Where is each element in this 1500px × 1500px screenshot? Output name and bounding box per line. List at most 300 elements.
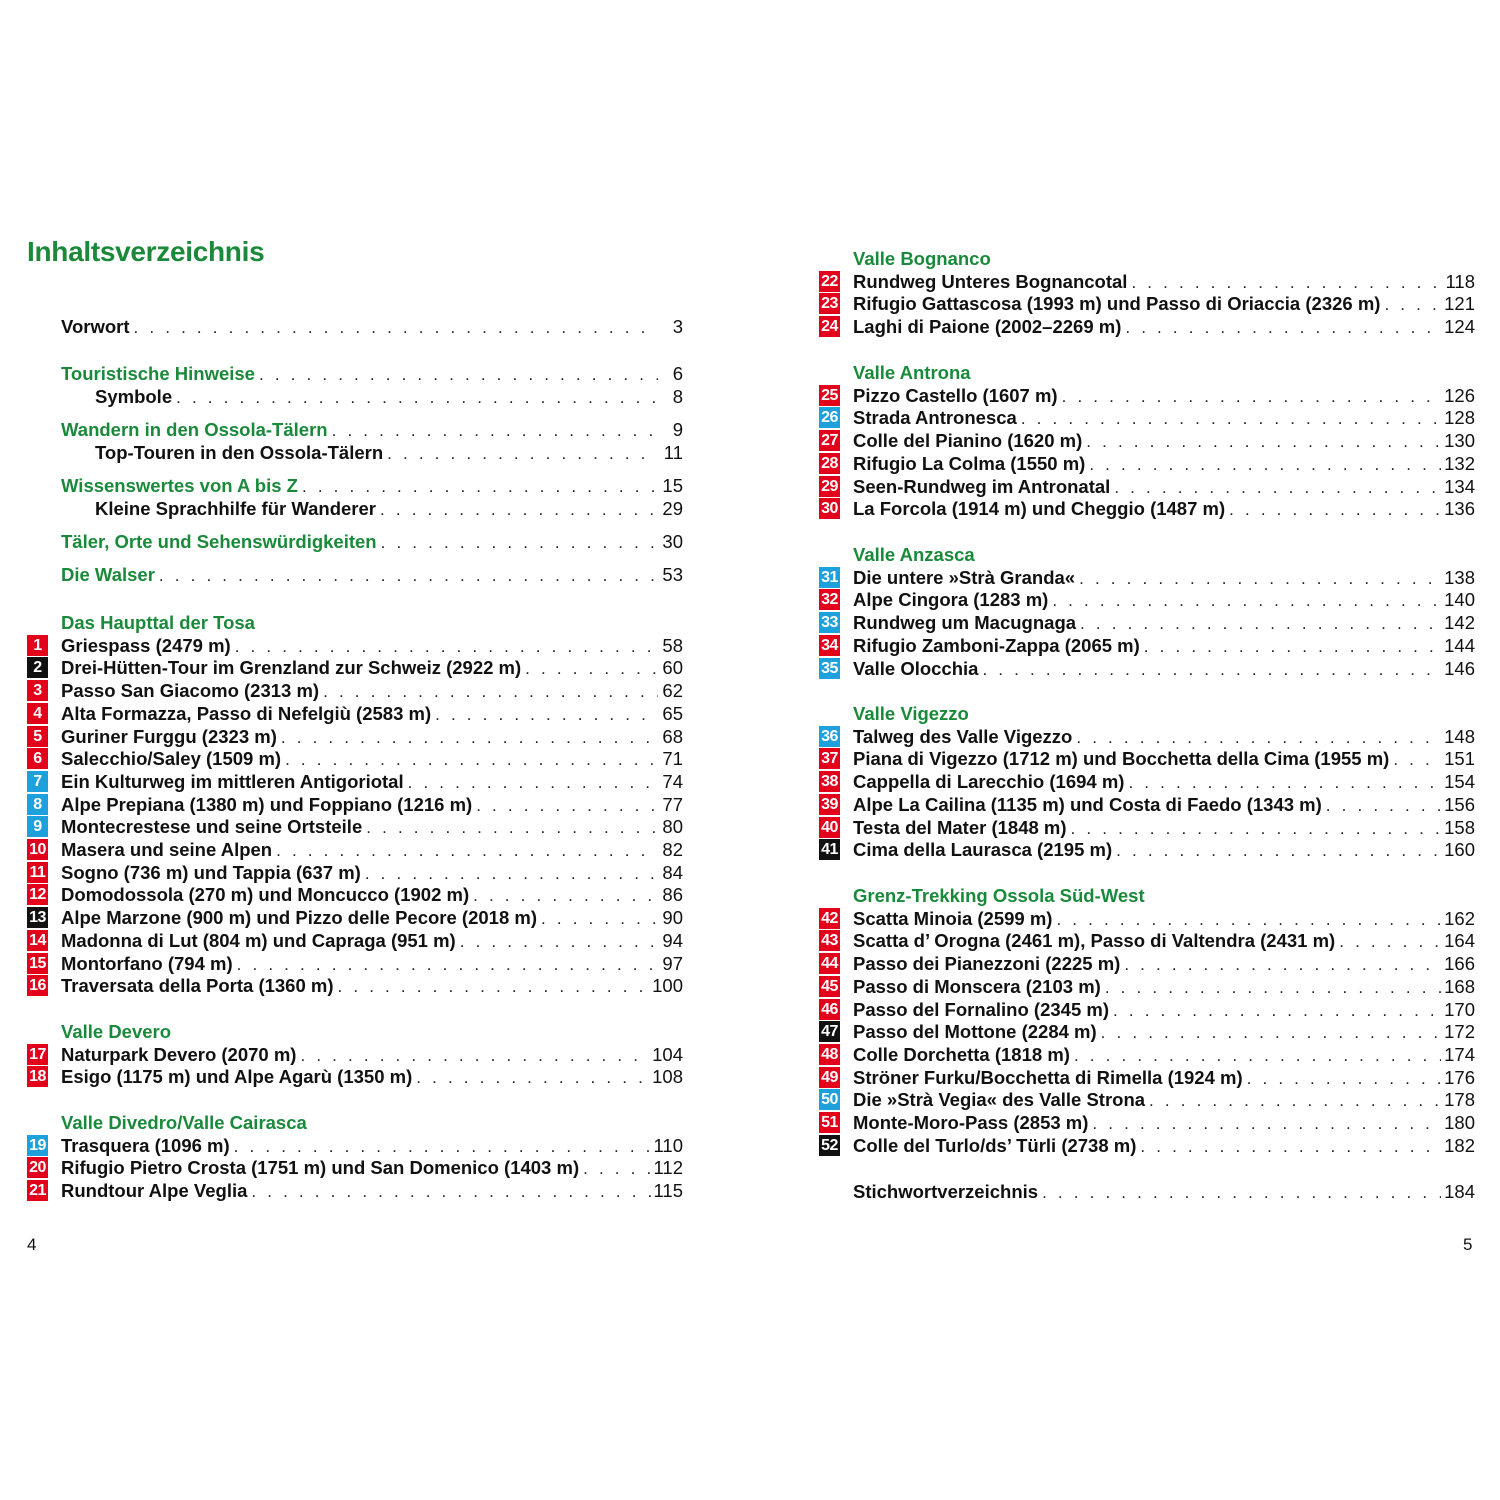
entry-page-number: 77 [662,793,683,815]
entry-title: Passo del Fornalino (2345 m) [853,998,1109,1020]
entry-page-number: 97 [662,952,683,974]
section-heading: Valle Vigezzo [853,703,969,724]
entry-title: Alpe Prepiana (1380 m) und Foppiano (1216 m) [61,793,473,815]
entry-page-number: 65 [662,702,683,724]
tour-number-badge: 49 [819,1067,840,1088]
leader-dots [259,363,658,386]
entry-title: Sogno (736 m) und Tappia (637 m) [61,861,361,883]
entry-title: Alpe Marzone (900 m) und Pizzo delle Pecore (2018 m) [61,907,537,929]
tour-number-badge: 3 [27,680,48,701]
entry-page-number: 86 [662,884,683,906]
tour-number-badge: 12 [27,884,48,905]
tour-number-badge: 19 [27,1135,48,1156]
tour-number-badge: 40 [819,817,840,838]
tour-entry[interactable] [61,861,683,884]
entry-page-number: 84 [662,861,683,883]
leader-dots [460,930,658,953]
entry-title: Trasquera (1096 m) [61,1134,230,1156]
leader-dots [323,680,658,703]
tour-number-badge: 28 [819,453,840,474]
leader-dots [285,748,658,771]
leader-dots [237,953,658,976]
section-heading: Grenz-Trekking Ossola Süd-West [853,885,1145,906]
tour-number-badge: 22 [819,271,840,292]
entry-page-number: 142 [1444,612,1475,634]
leader-dots [1092,1112,1441,1135]
leader-dots [1131,271,1442,294]
entry-page-number: 115 [653,1180,683,1202]
tour-number-badge: 47 [819,1021,840,1042]
entry-title: Rifugio Gattascosa (1993 m) und Passo di Oriaccia (2326 m) [853,293,1381,315]
tour-number-badge: 20 [27,1157,48,1178]
entry-page-number: 29 [662,498,683,519]
tour-number-badge: 36 [819,726,840,747]
entry-title: Vorwort [61,316,130,337]
tour-number-badge: 26 [819,407,840,428]
entry-page-number: 130 [1444,430,1475,452]
tour-number-badge: 25 [819,385,840,406]
tour-entry[interactable] [853,952,1475,975]
entry-title: Passo di Monscera (2103 m) [853,975,1101,997]
tour-number-badge: 29 [819,476,840,497]
entry-page-number: 180 [1444,1112,1475,1133]
entry-title: Die »Strà Vegia« des Valle Strona [853,1089,1146,1111]
tour-entry[interactable] [853,816,1475,839]
tour-number-badge: 11 [27,862,48,883]
entry-title: Cappella di Larecchio (1694 m) [853,771,1125,793]
tour-entry[interactable] [853,1111,1475,1134]
entry-page-number: 140 [1444,589,1475,611]
entry-page-number: 3 [672,316,683,337]
tour-number-badge: 27 [819,430,840,451]
tour-number-badge: 30 [819,498,840,519]
entry-page-number: 126 [1444,384,1475,406]
entry-page-number: 11 [663,442,683,463]
entry-page-number: 124 [1444,316,1475,338]
entry-page-number: 8 [672,386,683,407]
entry-title: Madonna di Lut (804 m) und Capraga (951 m) [61,929,456,951]
leader-dots [1144,635,1441,658]
leader-dots [380,498,658,521]
entry-title: Cima della Laurasca (2195 m) [853,839,1113,861]
tour-number-badge: 37 [819,748,840,769]
section-heading: Valle Bognanco [853,248,991,269]
entry-title: Kleine Sprachhilfe für Wanderer [95,498,376,519]
entry-title: Strada Antronesca [853,407,1017,429]
entry-title: Täler, Orte und Sehenswürdigkeiten [61,531,377,552]
tour-entry[interactable] [61,793,683,816]
section-heading: Valle Antrona [853,362,971,383]
entry-page-number: 121 [1444,293,1475,315]
section-heading: Valle Devero [61,1021,172,1042]
leader-dots [1086,430,1441,453]
entry-title: Passo dei Pianezzoni (2225 m) [853,953,1121,975]
entry-title: Alpe La Cailina (1135 m) und Costa di Faedo (1343 m) [853,793,1322,815]
leader-dots [281,726,658,749]
tour-entry[interactable] [853,292,1475,315]
tour-number-badge: 17 [27,1044,48,1065]
right-page [750,0,1500,1500]
tour-number-badge: 31 [819,567,840,588]
entry-page-number: 58 [662,634,683,656]
entry-title: La Forcola (1914 m) und Cheggio (1487 m) [853,498,1226,520]
entry-title: Naturpark Devero (2070 m) [61,1043,297,1065]
tour-entry[interactable] [61,952,683,975]
entry-title: Esigo (1175 m) und Alpe Agarù (1350 m) [61,1066,413,1088]
tour-entry[interactable] [61,1043,683,1066]
entry-title: Domodossola (270 m) und Moncucco (1902 m) [61,884,470,906]
tour-entry[interactable] [853,588,1475,611]
tour-entry[interactable] [61,838,683,861]
entry-page-number: 15 [662,475,683,496]
tour-entry[interactable] [853,998,1475,1021]
entry-title: Piana di Vigezzo (1712 m) und Bocchetta della Cima (1955 m) [853,748,1390,770]
tour-entry[interactable] [61,815,683,838]
tour-number-badge: 42 [819,908,840,929]
entry-title: Salecchio/Saley (1509 m) [61,748,282,770]
entry-page-number: 53 [662,564,683,585]
page-number-left: 4 [27,1235,37,1254]
tour-entry[interactable] [61,679,683,702]
leader-dots [1056,908,1441,931]
leader-dots [1042,1181,1441,1204]
entry-title: Testa del Mater (1848 m) [853,816,1067,838]
entry-title: Passo del Mottone (2284 m) [853,1021,1097,1043]
tour-number-badge: 32 [819,589,840,610]
entry-title: Rundweg um Macugnaga [853,612,1077,634]
leader-dots [1052,589,1441,612]
leader-dots [235,635,658,658]
tour-entry[interactable] [853,452,1475,475]
leader-dots [1116,839,1441,862]
entry-page-number: 172 [1444,1021,1475,1043]
tour-entry[interactable] [853,497,1475,520]
leader-dots [1114,476,1441,499]
entry-title: Talweg des Valle Vigezzo [853,725,1073,747]
entry-title: Rifugio La Colma (1550 m) [853,452,1086,474]
tour-number-badge: 15 [27,953,48,974]
tour-entry[interactable] [853,475,1475,498]
entry-title: Masera und seine Alpen [61,839,273,860]
entry-title: Montecrestese und seine Ortsteile [61,816,363,838]
entry-title: Die Walser [61,564,155,585]
tour-number-badge: 9 [27,816,48,837]
leader-dots [1062,385,1442,408]
entry-title: Laghi di Paione (2002–2269 m) [853,316,1122,338]
tour-number-badge: 33 [819,612,840,633]
entry-title: Rifugio Pietro Crosta (1751 m) und San Domenico (1403 m) [61,1157,580,1179]
entry-title: Colle Dorchetta (1818 m) [853,1043,1070,1065]
entry-page-number: 110 [653,1134,683,1156]
toc-entry[interactable] [61,315,683,338]
page-number-right: 5 [1463,1235,1473,1254]
tour-number-badge: 39 [819,794,840,815]
entry-title: Guriner Furggu (2323 m) [61,725,277,747]
leader-dots [365,862,658,885]
tour-number-badge: 35 [819,658,840,679]
toc-entry[interactable] [61,563,683,586]
entry-page-number: 134 [1444,475,1475,497]
tour-entry[interactable] [853,770,1475,793]
tour-number-badge: 48 [819,1044,840,1065]
tour-entry[interactable] [853,975,1475,998]
entry-title: Pizzo Castello (1607 m) [853,384,1058,406]
tour-entry[interactable] [853,657,1475,680]
tour-entry[interactable] [853,384,1475,407]
tour-number-badge: 16 [27,975,48,996]
entry-title: Traversata della Porta (1360 m) [61,975,334,997]
tour-entry[interactable] [61,747,683,770]
entry-title: Drei-Hütten-Tour im Grenzland zur Schweiz (2922 m) [61,657,522,679]
leader-dots [1105,976,1441,999]
tour-entry[interactable] [61,974,683,997]
toc-entry[interactable] [95,385,683,408]
entry-page-number: 112 [653,1157,683,1179]
tour-number-badge: 51 [819,1112,840,1133]
leader-dots [176,386,658,409]
leader-dots [251,1180,650,1203]
entry-page-number: 71 [662,748,683,770]
tour-entry[interactable] [61,883,683,906]
entry-page-number: 164 [1444,930,1475,952]
tour-number-badge: 8 [27,794,48,815]
entry-page-number: 30 [662,531,683,552]
entry-title: Alpe Cingora (1283 m) [853,589,1049,611]
leader-dots [1074,1044,1441,1067]
leader-dots [1113,999,1441,1022]
entry-page-number: 184 [1444,1181,1475,1202]
entry-title: Passo San Giacomo (2313 m) [61,680,320,702]
tour-number-badge: 41 [819,839,840,860]
entry-page-number: 182 [1444,1134,1475,1156]
tour-entry[interactable] [853,566,1475,589]
tour-number-badge: 34 [819,635,840,656]
tour-entry[interactable] [853,315,1475,338]
toc-entry[interactable] [95,441,683,464]
leader-dots [1079,567,1441,590]
tour-entry[interactable] [853,1043,1475,1066]
leader-dots [473,884,658,907]
leader-dots [159,564,658,587]
tour-number-badge: 2 [27,657,48,678]
entry-page-number: 154 [1444,771,1475,793]
leader-dots [1089,453,1441,476]
entry-title: Scatta Minoia (2599 m) [853,907,1053,929]
tour-number-badge: 23 [819,293,840,314]
page-title: Inhaltsverzeichnis [27,236,265,267]
entry-title: Wissenswertes von A bis Z [61,475,298,496]
tour-number-badge: 21 [27,1180,48,1201]
tour-entry[interactable] [853,611,1475,634]
tour-number-badge: 14 [27,930,48,951]
entry-page-number: 9 [672,419,683,440]
leader-dots [435,703,658,726]
leader-dots [476,794,658,817]
tour-number-badge: 5 [27,726,48,747]
tour-entry[interactable] [61,1156,683,1179]
entry-page-number: 82 [662,839,683,860]
tour-number-badge: 18 [27,1066,48,1087]
entry-page-number: 170 [1444,998,1475,1020]
tour-entry[interactable] [61,702,683,725]
leader-dots [1339,930,1441,953]
entry-page-number: 160 [1444,839,1475,861]
entry-page-number: 128 [1444,407,1475,429]
tour-entry[interactable] [853,838,1475,861]
tour-entry[interactable] [853,1020,1475,1043]
leader-dots [332,419,658,442]
leader-dots [1247,1067,1441,1090]
entry-page-number: 174 [1444,1043,1475,1065]
tour-number-badge: 4 [27,703,48,724]
tour-entry[interactable] [61,1065,683,1088]
toc-entry[interactable] [61,362,683,385]
entry-page-number: 62 [662,680,683,702]
entry-title: Monte-Moro-Pass (2853 m) [853,1112,1089,1133]
leader-dots [381,531,658,554]
entry-page-number: 148 [1444,725,1475,747]
tour-entry[interactable] [853,929,1475,952]
entry-title: Wandern in den Ossola-Tälern [61,419,328,440]
entry-page-number: 162 [1444,907,1475,929]
entry-title: Alta Formazza, Passo di Nefelgiù (2583 m) [61,702,432,724]
tour-number-badge: 24 [819,316,840,337]
entry-title: Montorfano (794 m) [61,952,233,974]
entry-page-number: 136 [1444,498,1475,520]
tour-entry[interactable] [61,770,683,793]
leader-dots [541,907,658,930]
entry-title: Rundtour Alpe Veglia [61,1180,248,1202]
tour-entry[interactable] [853,1088,1475,1111]
entry-page-number: 94 [662,929,683,951]
leader-dots [1101,1021,1441,1044]
tour-entry[interactable] [61,656,683,679]
tour-entry[interactable] [853,1066,1475,1089]
tour-number-badge: 50 [819,1089,840,1110]
section-heading: Valle Anzasca [853,544,975,565]
toc-entry[interactable] [61,474,683,497]
entry-page-number: 80 [662,816,683,838]
tour-number-badge: 46 [819,999,840,1020]
tour-number-badge: 45 [819,976,840,997]
tour-number-badge: 44 [819,953,840,974]
entry-page-number: 146 [1444,657,1475,679]
tour-number-badge: 52 [819,1135,840,1156]
leader-dots [1384,293,1441,316]
tour-entry[interactable] [61,634,683,657]
leader-dots [1071,817,1442,840]
tour-entry[interactable] [853,270,1475,293]
leader-dots [1125,316,1441,339]
tour-entry[interactable] [853,793,1475,816]
tour-entry[interactable] [853,907,1475,930]
leader-dots [1076,726,1441,749]
tour-entry[interactable] [853,429,1475,452]
tour-entry[interactable] [61,929,683,952]
leader-dots [387,442,658,465]
entry-title: Top-Touren in den Ossola-Tälern [95,442,384,463]
leader-dots [276,839,658,862]
leader-dots [338,975,650,998]
entry-page-number: 104 [652,1043,683,1065]
tour-number-badge: 10 [27,839,48,860]
entry-page-number: 151 [1444,748,1475,770]
entry-title: Seen-Rundweg im Antronatal [853,475,1111,497]
tour-entry[interactable] [61,1179,683,1202]
leader-dots [134,316,658,339]
leader-dots [1080,612,1441,635]
entry-page-number: 74 [662,770,683,792]
tour-number-badge: 43 [819,930,840,951]
tour-entry[interactable] [853,747,1475,770]
tour-entry[interactable] [853,634,1475,657]
entry-page-number: 168 [1444,975,1475,997]
leader-dots [525,657,658,680]
tour-number-badge: 13 [27,907,48,928]
entry-page-number: 132 [1444,452,1475,474]
leader-dots [302,475,658,498]
entry-title: Colle del Pianino (1620 m) [853,430,1083,452]
entry-title: Stichwortverzeichnis [853,1181,1039,1202]
leader-dots [300,1044,649,1067]
tour-number-badge: 1 [27,635,48,656]
toc-entry[interactable] [95,497,683,520]
entry-title: Rundweg Unteres Bognancotal [853,270,1128,292]
entry-page-number: 60 [662,657,683,679]
leader-dots [1229,498,1441,521]
entry-title: Valle Olocchia [853,657,979,679]
entry-page-number: 158 [1444,816,1475,838]
leader-dots [366,816,658,839]
leader-dots [234,1135,651,1158]
leader-dots [408,771,658,794]
entry-title: Rifugio Zamboni-Zappa (2065 m) [853,634,1140,656]
tour-number-badge: 7 [27,771,48,792]
tour-entry[interactable] [61,1134,683,1157]
tour-entry[interactable] [61,906,683,929]
leader-dots [1140,1135,1441,1158]
leader-dots [416,1066,649,1089]
entry-title: Ströner Furku/Bocchetta di Rimella (1924 m) [853,1066,1243,1088]
toc-entry[interactable] [61,418,683,441]
tour-entry[interactable] [853,725,1475,748]
tour-entry[interactable] [61,725,683,748]
leader-dots [1393,748,1441,771]
leader-dots [982,658,1441,681]
entry-page-number: 118 [1445,270,1475,292]
entry-page-number: 176 [1444,1066,1475,1088]
entry-title: Colle del Turlo/ds’ Türli (2738 m) [853,1134,1137,1156]
tour-number-badge: 6 [27,748,48,769]
entry-page-number: 178 [1444,1089,1475,1111]
tour-entry[interactable] [853,1134,1475,1157]
entry-page-number: 108 [652,1066,683,1088]
toc-entry[interactable] [61,530,683,553]
tour-entry[interactable] [853,406,1475,429]
entry-title: Touristische Hinweise [61,363,255,384]
entry-title: Scatta d’ Orogna (2461 m), Passo di Valtendra (2431 m) [853,930,1336,952]
entry-page-number: 68 [662,725,683,747]
tour-number-badge: 38 [819,771,840,792]
leader-dots [1021,407,1441,430]
entry-title: Symbole [95,386,173,407]
entry-page-number: 138 [1444,566,1475,588]
leader-dots [1128,771,1441,794]
index-entry[interactable] [853,1180,1475,1203]
entry-page-number: 166 [1444,953,1475,975]
entry-title: Ein Kulturweg im mittleren Antigoriotal [61,770,404,792]
section-heading: Das Haupttal der Tosa [61,612,255,633]
